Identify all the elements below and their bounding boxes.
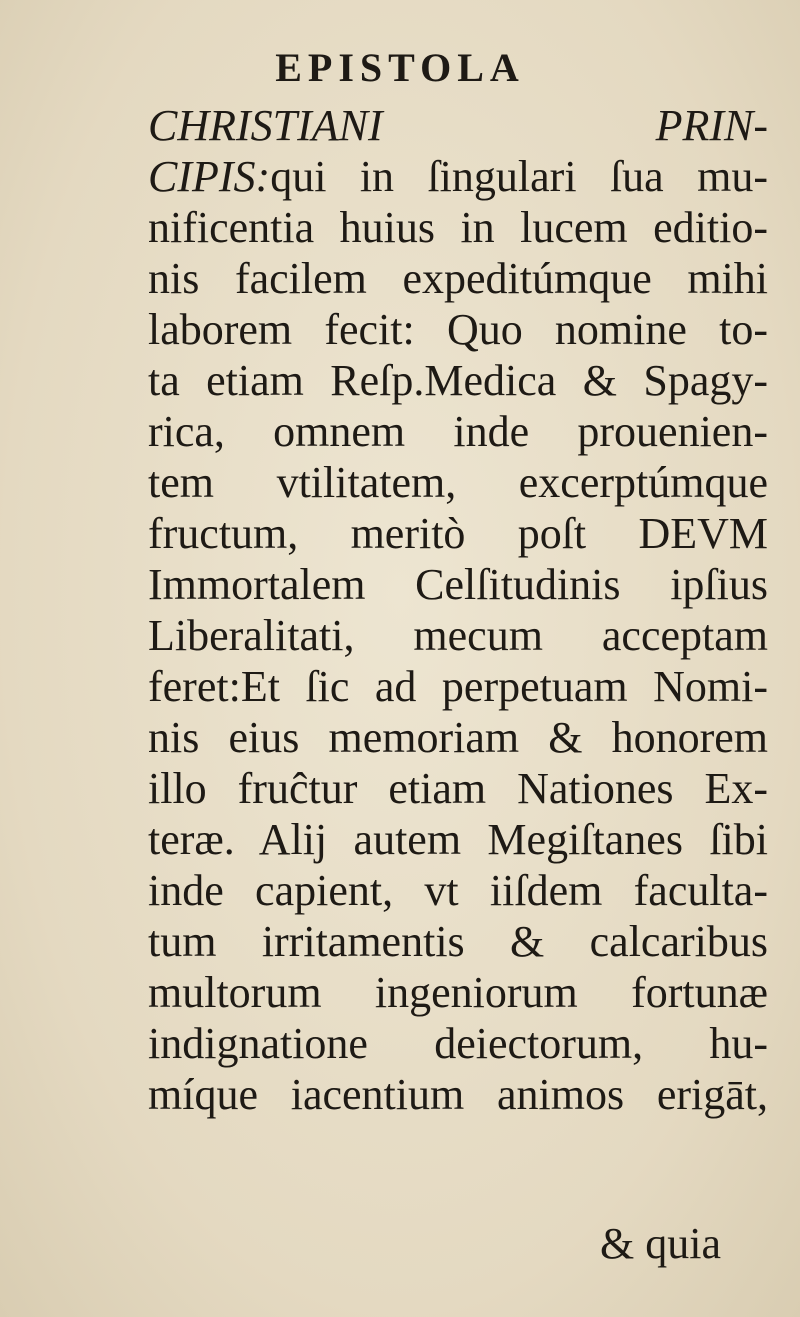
text-line xyxy=(148,916,768,967)
text-line xyxy=(148,406,768,457)
text-span: laborem fecit: Quo nomine to- xyxy=(148,305,768,354)
text-span: nis facilem expeditúmque mihi xyxy=(148,254,768,303)
text-span: multorum ingeniorum fortunæ xyxy=(148,968,768,1017)
text-span: Liberalitati, mecum acceptam xyxy=(148,611,768,660)
text-line xyxy=(148,814,768,865)
text-line xyxy=(148,1069,768,1120)
text-line xyxy=(148,865,768,916)
text-line xyxy=(148,202,768,253)
text-span: ta etiam Reſp.Medica & Spagy- xyxy=(148,356,768,405)
text-line xyxy=(148,661,768,712)
text-line xyxy=(148,559,768,610)
text-line xyxy=(148,712,768,763)
text-span: rica, omnem inde prouenien- xyxy=(148,407,768,456)
text-body xyxy=(148,100,768,1120)
text-line xyxy=(148,1018,768,1069)
text-span: CIPIS: xyxy=(148,152,271,201)
text-span: indignatione deiectorum, hu- xyxy=(148,1019,768,1068)
text-line xyxy=(148,151,768,202)
text-span: fructum, meritò poſt DEVM xyxy=(148,509,768,558)
text-span: feret:Et ſic ad perpetuam Nomi- xyxy=(148,662,768,711)
text-line xyxy=(148,763,768,814)
text-line xyxy=(148,967,768,1018)
text-span: qui in ſingulari ſua mu- xyxy=(270,152,768,201)
text-line xyxy=(148,508,768,559)
text-span: inde capient, vt iiſdem faculta- xyxy=(148,866,768,915)
text-span: míque iacentium animos erigāt, xyxy=(148,1070,768,1119)
text-line xyxy=(148,610,768,661)
text-line xyxy=(148,355,768,406)
text-span: illo fruĉtur etiam Nationes Ex- xyxy=(148,764,768,813)
text-span: nificentia huius in lucem editio- xyxy=(148,203,768,252)
text-span: tem vtilitatem, excerptúmque xyxy=(148,458,768,507)
running-header: EPISTOLA xyxy=(275,45,525,90)
text-line xyxy=(148,457,768,508)
text-line xyxy=(148,100,768,151)
text-span: CHRISTIANI PRIN- xyxy=(148,101,768,150)
text-span: nis eius memoriam & honorem xyxy=(148,713,768,762)
text-span: tum irritamentis & calcaribus xyxy=(148,917,768,966)
text-line xyxy=(148,304,768,355)
text-span: Immortalem Celſitudinis ipſius xyxy=(148,560,768,609)
text-span: teræ. Alij autem Megiſtanes ſibi xyxy=(148,815,768,864)
catchword: & quia xyxy=(600,1219,721,1268)
text-line xyxy=(148,253,768,304)
